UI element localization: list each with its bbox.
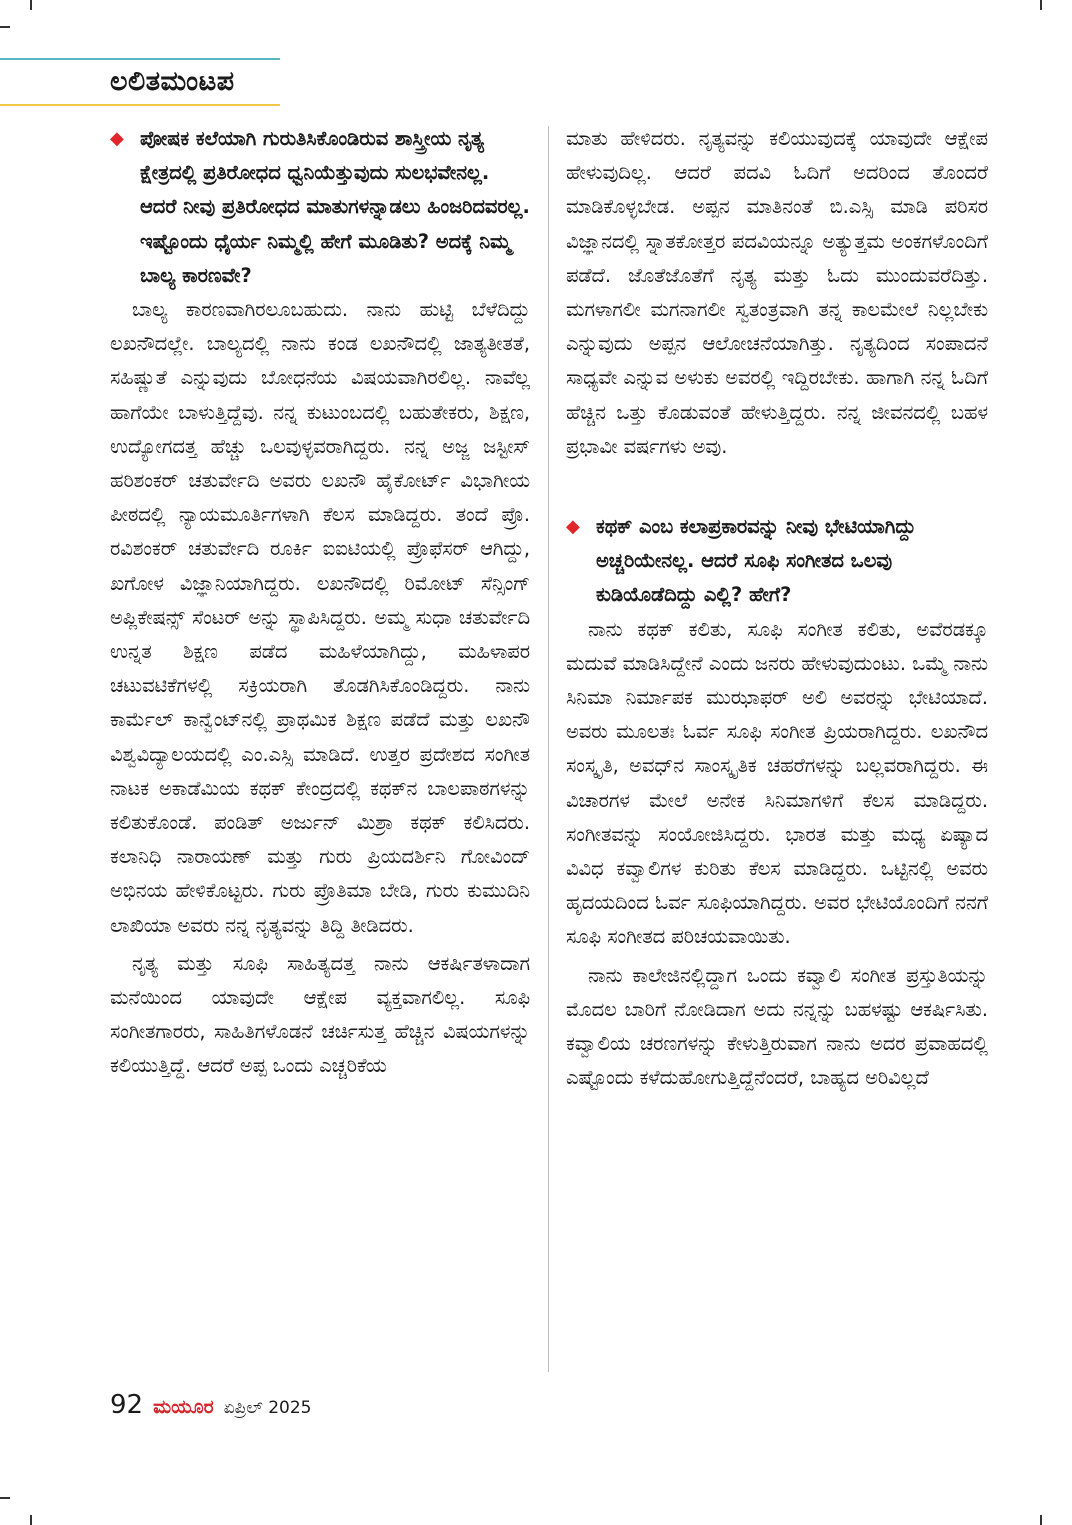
page-number: 92 [110, 1390, 144, 1420]
answer-paragraph: ನಾನು ಕಾಲೇಜಿನಲ್ಲಿದ್ದಾಗ ಒಂದು ಕವ್ವಾಲಿ ಸಂಗೀತ ಪ್ರಸ್ತುತಿಯನ್ನು ಮೊದಲ ಬಾರಿಗೆ ನೋಡಿದಾಗ ಅದು ನನ್ನನ್ನು ಬಹಳಷ್ಟು ಆಕರ್ಷಿಸಿತು. ಕವ್ವಾಲಿಯ ಚರಣಗಳನ್ನು ಕೇಳುತ್ತಿರುವಾಗ ನಾನು ಅದರ ಪ್ರವಾಹದಲ್ಲಿ ಎಷ್ಟೊಂದು ಕಳೆದುಹೋಗುತ್ತಿದ್ದೆನೆಂದರೆ, ಬಾಹ್ಯದ ಅರಿವಿಲ್ಲದೆ [566, 963, 988, 1090]
crop-mark [1040, 0, 1042, 10]
crop-mark [1040, 1515, 1042, 1525]
answer-paragraph: ನಾನು ಕಥಕ್ ಕಲಿತು, ಸೂಫಿ ಸಂಗೀತ ಕಲಿತು, ಅವೆರಡಕ್ಕೂ ಮದುವೆ ಮಾಡಿಸಿದ್ದೇನೆ ಎಂದು ಜನರು ಹೇಳುವುದುಂಟು. ಒಮ್ಮೆ ನಾನು ಸಿನಿಮಾ ನಿರ್ಮಾಪಕ ಮುಝಾಫರ್ ಅಲಿ ಅವರನ್ನು ಭೇಟಿಯಾದೆ. ಅವರು ಮೂಲತಃ ಓರ್ವ ಸೂಫಿ ಸಂಗೀತ ಪ್ರಿಯರಾಗಿದ್ದರು. ಲಖನೌದ ಸಂಸ್ಕೃತಿ, ಅವಧ್‌ನ ಸಾಂಸ್ಕೃತಿಕ ಚಹರೆಗಳನ್ನು ಬಲ್ಲವರಾಗಿದ್ದರು. ಈ ವಿಚಾರಗಳ ಮೇಲೆ ಅನೇಕ ಸಿನಿಮಾಗಳಿಗೆ ಕೆಲಸ ಮಾಡಿದ್ದರು. ಸಂಗೀತವನ್ನು ಸಂಯೋಜಿಸಿದ್ದರು. ಭಾರತ ಮತ್ತು ಮಧ್ಯ ಏಷ್ಯಾದ ವಿವಿಧ ಕವ್ವಾಲಿಗಳ ಕುರಿತು ಕೆಲಸ ಮಾಡಿದ್ದರು. ಒಟ್ಟಿನಲ್ಲಿ ಅವರು ಹೃದಯದಿಂದ ಓರ್ವ ಸೂಫಿಯಾಗಿದ್ದರು. ಅವರ ಭೇಟಿಯೊಂದಿಗೆ ನನಗೆ ಸೂಫಿ ಸಂಗೀತದ ಪರಿಚಯವಾಯಿತು. [566, 617, 988, 949]
answer-paragraph: ಬಾಲ್ಯ ಕಾರಣವಾಗಿರಲೂಬಹುದು. ನಾನು ಹುಟ್ಟಿ ಬೆಳೆದಿದ್ದು ಲಖನೌದಲ್ಲೇ. ಬಾಲ್ಯದಲ್ಲಿ ನಾನು ಕಂಡ ಲಖನೌದಲ್ಲಿ ಜಾತ್ಯತೀತತೆ, ಸಹಿಷ್ಣುತೆ ಎನ್ನುವುದು ಬೋಧನೆಯ ವಿಷಯವಾಗಿರಲಿಲ್ಲ. ನಾವೆಲ್ಲ ಹಾಗೆಯೇ ಬಾಳುತ್ತಿದ್ದೆವು. ನನ್ನ ಕುಟುಂಬದಲ್ಲಿ ಬಹುತೇಕರು, ಶಿಕ್ಷಣ, ಉದ್ಯೋಗದತ್ತ ಹೆಚ್ಚು ಒಲವುಳ್ಳವರಾಗಿದ್ದರು. ನನ್ನ ಅಜ್ಜ ಜಸ್ಟೀಸ್ ಹರಿಶಂಕರ್ ಚತುರ್ವೇದಿ ಅವರು ಲಖನೌ ಹೈಕೋರ್ಟ್ ವಿಭಾಗೀಯ ಪೀಠದಲ್ಲಿ ನ್ಯಾಯಮೂರ್ತಿಗಳಾಗಿ ಕೆಲಸ ಮಾಡಿದ್ದರು. ತಂದೆ ಪ್ರೊ. ರವಿಶಂಕರ್ ಚತುರ್ವೇದಿ ರೂರ್ಕಿ ಐಐಟಿಯಲ್ಲಿ ಪ್ರೊಫೆಸರ್ ಆಗಿದ್ದು, ಖಗೋಳ ವಿಜ್ಞಾನಿಯಾಗಿದ್ದರು. ಲಖನೌದಲ್ಲಿ ರಿಮೋಟ್ ಸೆನ್ಸಿಂಗ್ ಅಪ್ಲಿಕೇಷನ್ಸ್ ಸೆಂಟರ್ ಅನ್ನು ಸ್ಥಾಪಿಸಿದ್ದರು. ಅಮ್ಮ ಸುಧಾ ಚತುರ್ವೇದಿ ಉನ್ನತ ಶಿಕ್ಷಣ ಪಡೆದ ಮಹಿಳೆಯಾಗಿದ್ದು, ಮಹಿಳಾಪರ ಚಟುವಟಿಕೆಗಳಲ್ಲಿ ಸಕ್ರಿಯರಾಗಿ ತೊಡಗಿಸಿಕೊಂಡಿದ್ದರು. ನಾನು ಕಾರ್ಮೆಲ್ ಕಾನ್ವೆಂಟ್‌ನಲ್ಲಿ ಪ್ರಾಥಮಿಕ ಶಿಕ್ಷಣ ಪಡೆದೆ ಮತ್ತು ಲಖನೌ ವಿಶ್ವವಿದ್ಯಾಲಯದಲ್ಲಿ ಎಂ.ಎಸ್ಸಿ ಮಾಡಿದೆ. ಉತ್ತರ ಪ್ರದೇಶದ ಸಂಗೀತ ನಾಟಕ ಅಕಾಡೆಮಿಯ ಕಥಕ್ ಕೇಂದ್ರದಲ್ಲಿ ಕಥಕ್‌ನ ಬಾಲಪಾಠಗಳನ್ನು ಕಲಿತುಕೊಂಡೆ. ಪಂಡಿತ್ ಅರ್ಜುನ್ ಮಿಶ್ರಾ ಕಥಕ್ ಕಲಿಸಿದರು. ಕಲಾನಿಧಿ ನಾರಾಯಣ್ ಮತ್ತು ಗುರು ಪ್ರಿಯದರ್ಶಿನಿ ಗೋವಿಂದ್ ಅಭಿನಯ ಹೇಳಿಕೊಟ್ಟರು. ಗುರು ಪ್ರೊತಿಮಾ ಬೇಡಿ, ಗುರು ಕುಮುದಿನಿ ಲಾಖಿಯಾ ಅವರು ನನ್ನ ನೃತ್ಯವನ್ನು ತಿದ್ದಿ ತೀಡಿದರು. [110, 298, 530, 937]
crop-mark [0, 1497, 10, 1499]
crop-mark [30, 0, 32, 10]
section-header [0, 58, 282, 106]
left-column [110, 122, 530, 1088]
diamond-bullet-icon: ◆ [110, 128, 124, 149]
question-1 [110, 122, 530, 293]
question-2 [566, 510, 988, 613]
page-footer [110, 1390, 312, 1420]
right-column [566, 122, 988, 1099]
crop-mark [30, 1515, 32, 1525]
answer-paragraph: ನೃತ್ಯ ಮತ್ತು ಸೂಫಿ ಸಾಹಿತ್ಯದತ್ತ ನಾನು ಆಕರ್ಷಿತಳಾದಾಗ ಮನೆಯಿಂದ ಯಾವುದೇ ಆಕ್ಷೇಪ ವ್ಯಕ್ತವಾಗಲಿಲ್ಲ. ಸೂಫಿ ಸಂಗೀತಗಾರರು, ಸಾಹಿತಿಗಳೊಡನೆ ಚರ್ಚಿಸುತ್ತ ಹೆಚ್ಚಿನ ವಿಷಯಗಳನ್ನು ಕಲಿಯುತ್ತಿದ್ದೆ. ಆದರೆ ಅಪ್ಪ ಒಂದು ಎಚ್ಚರಿಕೆಯ [110, 951, 530, 1078]
question-1-text: ಪೋಷಕ ಕಲೆಯಾಗಿ ಗುರುತಿಸಿಕೊಂಡಿರುವ ಶಾಸ್ತ್ರೀಯ ನೃತ್ಯ ಕ್ಷೇತ್ರದಲ್ಲಿ ಪ್ರತಿರೋಧದ ಧ್ವನಿಯೆತ್ತುವುದು ಸುಲಭವೇನಲ್ಲ. ಆದರೆ ನೀವು ಪ್ರತಿರೋಧದ ಮಾತುಗಳನ್ನಾಡಲು ಹಿಂಜರಿದವರಲ್ಲ. ಇಷ್ಟೊಂದು ಧೈರ್ಯ ನಿಮ್ಮಲ್ಲಿ ಹೇಗೆ ಮೂಡಿತು? ಅದಕ್ಕೆ ನಿಮ್ಮ ಬಾಲ್ಯ ಕಾರಣವೇ? [140, 127, 530, 287]
crop-mark [0, 26, 10, 28]
issue-date: ಏಪ್ರಿಲ್ 2025 [223, 1398, 312, 1418]
diamond-bullet-icon: ◆ [566, 516, 580, 538]
column-divider [548, 126, 549, 1372]
section-title: ಲಲಿತಮಂಟಪ [110, 66, 235, 97]
magazine-logo: ಮಯೂರ [153, 1396, 214, 1418]
header-rule-bottom [0, 104, 280, 106]
answer-paragraph-continued: ಮಾತು ಹೇಳಿದರು. ನೃತ್ಯವನ್ನು ಕಲಿಯುವುದಕ್ಕೆ ಯಾವುದೇ ಆಕ್ಷೇಪ ಹೇಳುವುದಿಲ್ಲ. ಆದರೆ ಪದವಿ ಓದಿಗೆ ಅದರಿಂದ ತೊಂದರೆ ಮಾಡಿಕೊಳ್ಳಬೇಡ. ಅಪ್ಪನ ಮಾತಿನಂತೆ ಬಿ.ಎಸ್ಸಿ ಮಾಡಿ ಪರಿಸರ ವಿಜ್ಞಾನದಲ್ಲಿ ಸ್ನಾತಕೋತ್ತರ ಪದವಿಯನ್ನೂ ಅತ್ಯುತ್ತಮ ಅಂಕಗಳೊಂದಿಗೆ ಪಡೆದೆ. ಜೊತೆಜೊತೆಗೆ ನೃತ್ಯ ಮತ್ತು ಓದು ಮುಂದುವರೆದಿತ್ತು. ಮಗಳಾಗಲೀ ಮಗನಾಗಲೀ ಸ್ವತಂತ್ರವಾಗಿ ತನ್ನ ಕಾಲಮೇಲೆ ನಿಲ್ಲಬೇಕು ಎನ್ನುವುದು ಅಪ್ಪನ ಆಲೋಚನೆಯಾಗಿತ್ತು. ನೃತ್ಯದಿಂದ ಸಂಪಾದನೆ ಸಾಧ್ಯವೇ ಎನ್ನುವ ಅಳುಕು ಅವರಲ್ಲಿ ಇದ್ದಿರಬೇಕು. ಹಾಗಾಗಿ ನನ್ನ ಓದಿಗೆ ಹೆಚ್ಚಿನ ಒತ್ತು ಕೊಡುವಂತೆ ಹೇಳುತ್ತಿದ್ದರು. ನನ್ನ ಜೀವನದಲ್ಲಿ ಬಹಳ ಪ್ರಭಾವೀ ವರ್ಷಗಳು ಅವು. [566, 127, 988, 458]
question-2-text: ಕಥಕ್ ಎಂಬ ಕಲಾಪ್ರಕಾರವನ್ನು ನೀವು ಭೇಟಿಯಾಗಿದ್ದು ಅಚ್ಚರಿಯೇನಲ್ಲ. ಆದರೆ ಸೂಫಿ ಸಂಗೀತದ ಒಲವು ಕುಡಿಯೊಡೆದಿದ್ದು ಎಲ್ಲಿ? ಹೇಗೆ? [596, 515, 916, 607]
